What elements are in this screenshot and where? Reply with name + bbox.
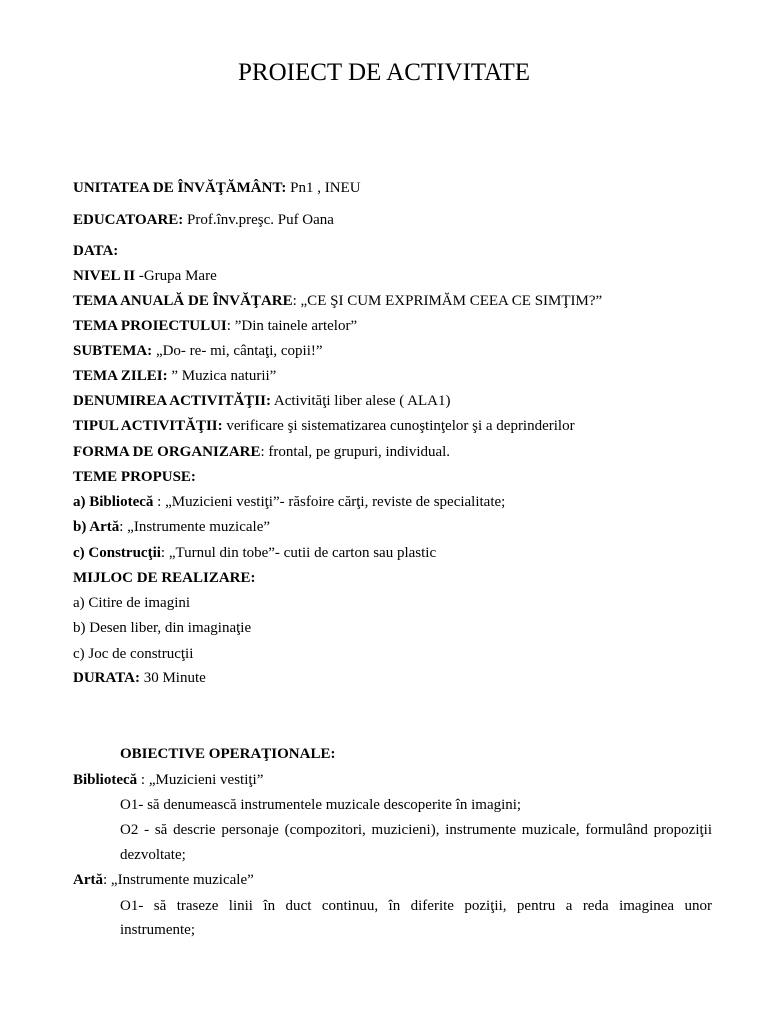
field-mijloc: MIJLOC DE REALIZARE: [73,570,256,586]
tema-arta: b) Artă: „Instrumente muzicale” [73,519,271,535]
objective-o1-biblioteca: O1- să denumească instrumentele muzicale descoperite în imagini; [120,797,522,813]
document-title: PROIECT DE ACTIVITATE [238,59,530,86]
field-denumirea: DENUMIREA ACTIVITĂŢII: Activităţi liber alese ( ALA1) [73,393,451,409]
objective-o2-biblioteca: O2 - să descrie personaje (compozitori, muzicieni), instrumente muzicale, formulând propoziţii [120,822,712,838]
field-durata: DURATA: 30 Minute [73,670,206,686]
mijloc-item: b) Desen liber, din imaginaţie [73,620,252,636]
obiective-biblioteca: Bibliotecă : „Muzicieni vestiţi” [73,772,264,788]
objective-o1-arta: O1- să traseze linii în duct continuu, în diferite poziţii, pentru a reda imaginea unor [120,898,712,914]
mijloc-item: a) Citire de imagini [73,595,191,611]
obiective-heading: OBIECTIVE OPERAŢIONALE: [120,746,336,762]
obiective-arta: Artă: „Instrumente muzicale” [73,872,254,888]
field-teme-propuse: TEME PROPUSE: [73,469,196,485]
field-educatoare: EDUCATOARE: Prof.înv.preşc. Puf Oana [73,212,334,228]
field-tema-proiectului: TEMA PROIECTULUI: ”Din tainele artelor” [73,318,358,334]
field-nivel: NIVEL II -Grupa Mare [73,268,217,284]
tema-constructii: c) Construcţii: „Turnul din tobe”- cutii de carton sau plastic [73,545,437,561]
objective-o1-arta-cont: instrumente; [120,922,195,938]
field-tema-zilei: TEMA ZILEI: ” Muzica naturii” [73,368,277,384]
objective-o2-biblioteca-cont: dezvoltate; [120,847,186,863]
field-tema-anuala: TEMA ANUALĂ DE ÎNVĂŢARE: „CE ŞI CUM EXPRIMĂM CEEA CE SIMŢIM?” [73,293,603,309]
field-data: DATA: [73,243,119,259]
mijloc-item: c) Joc de construcţii [73,646,194,662]
field-tipul: TIPUL ACTIVITĂŢII: verificare şi sistematizarea cunoştinţelor şi a deprinderilor [73,418,575,434]
field-subtema: SUBTEMA: „Do- re- mi, cântaţi, copii!” [73,343,323,359]
field-forma: FORMA DE ORGANIZARE: frontal, pe grupuri, individual. [73,444,451,460]
tema-biblioteca: a) Bibliotecă : „Muzicieni vestiţi”- răsfoire cărţi, reviste de specialitate; [73,494,506,510]
field-unitatea: UNITATEA DE ÎNVĂŢĂMÂNT: Pn1 , INEU [73,180,361,196]
